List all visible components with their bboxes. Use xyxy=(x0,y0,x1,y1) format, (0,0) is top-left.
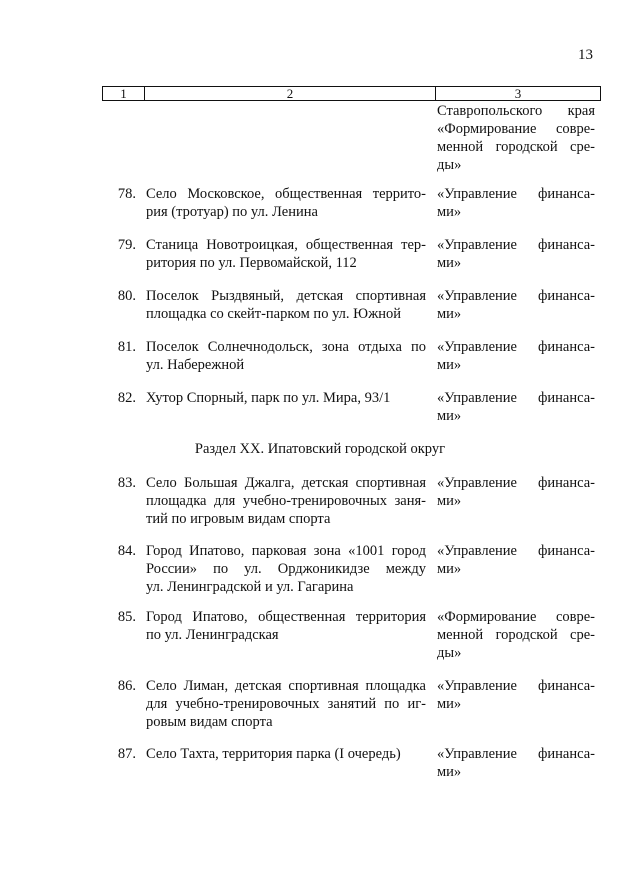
row-location xyxy=(146,185,426,221)
row-program xyxy=(437,185,595,221)
row-number: 83. xyxy=(117,475,136,491)
row-location xyxy=(146,677,426,731)
row-number: 79. xyxy=(117,237,136,253)
cell-line: «Формирование совре- xyxy=(437,609,595,625)
header-col-3: 3 xyxy=(514,86,522,101)
row-program xyxy=(437,677,595,713)
cell-line: ми» xyxy=(437,561,462,577)
cell-line: Поселок Солнечнодольск, зона отдыха по xyxy=(146,339,426,355)
cell-line: Село Большая Джалга, детская спортивная xyxy=(146,475,426,491)
cell-line: «Формирование совре- xyxy=(437,121,595,137)
cell-line: ми» xyxy=(437,306,462,322)
cell-line: России» по ул. Орджоникидзе между xyxy=(146,561,426,577)
cell-line: ми» xyxy=(437,764,462,780)
cell-line: ми» xyxy=(437,493,462,509)
cell-line: Село Лиман, детская спортивная площадка xyxy=(146,678,426,694)
cell-line: ми» xyxy=(437,204,462,220)
header-col-1: 1 xyxy=(103,87,145,100)
row-number: 81. xyxy=(117,339,136,355)
row-program xyxy=(437,338,595,374)
cell-line: ми» xyxy=(437,357,462,373)
row-program xyxy=(437,608,595,662)
cell-line: Ставропольского края xyxy=(437,103,595,119)
cell-line: ми» xyxy=(437,696,462,712)
row-program xyxy=(437,389,595,425)
row-location xyxy=(146,389,426,407)
cell-line: по ул. Ленинградская xyxy=(146,627,279,643)
row-location xyxy=(146,474,426,528)
cell-line: тий по игровым видам спорта xyxy=(146,511,331,527)
row-location xyxy=(146,338,426,374)
page-number: 13 xyxy=(578,47,593,63)
cell-line: «Управление финанса- xyxy=(437,339,595,355)
cell-line: Хутор Спорный, парк по ул. Мира, 93/1 xyxy=(146,390,391,406)
cell-line: «Управление финанса- xyxy=(437,390,595,406)
cell-line: «Управление финанса- xyxy=(437,237,595,253)
row-number: 85. xyxy=(117,609,136,625)
cell-line: ми» xyxy=(437,255,462,271)
cell-line: ды» xyxy=(437,645,462,661)
cell-line: ми» xyxy=(437,408,462,424)
header-col-2: 2 xyxy=(145,87,436,100)
cell-line: для учебно-тренировочных занятий по иг- xyxy=(146,696,426,712)
cell-line: Станица Новотроицкая, общественная тер- xyxy=(146,237,426,253)
continuation-cell xyxy=(437,102,595,174)
row-number: 86. xyxy=(117,678,136,694)
row-program xyxy=(437,745,595,781)
cell-line: рия (тротуар) по ул. Ленина xyxy=(146,204,318,220)
cell-line: Город Ипатово, общественная территория xyxy=(146,609,426,625)
row-number: 87. xyxy=(117,746,136,762)
cell-line: менной городской сре- xyxy=(437,627,595,643)
cell-line: «Управление финанса- xyxy=(437,746,595,762)
row-number: 82. xyxy=(117,390,136,406)
row-number: 78. xyxy=(117,186,136,202)
cell-line: «Управление финанса- xyxy=(437,186,595,202)
table-header xyxy=(102,86,601,101)
cell-line: менной городской сре- xyxy=(437,139,595,155)
cell-line: Город Ипатово, парковая зона «1001 город xyxy=(146,543,426,559)
row-program xyxy=(437,474,595,510)
cell-line: площадка со скейт-парком по ул. Южной xyxy=(146,306,402,322)
row-location xyxy=(146,236,426,272)
row-location xyxy=(146,745,426,763)
cell-line: ды» xyxy=(437,157,462,173)
section-title: Раздел XX. Ипатовский городской округ xyxy=(194,441,446,457)
cell-line: «Управление финанса- xyxy=(437,288,595,304)
row-program xyxy=(437,287,595,323)
row-number: 84. xyxy=(117,543,136,559)
row-location xyxy=(146,608,426,644)
cell-line: «Управление финанса- xyxy=(437,543,595,559)
row-program xyxy=(437,236,595,272)
cell-line: «Управление финанса- xyxy=(437,475,595,491)
row-program xyxy=(437,542,595,578)
cell-line: ритория по ул. Первомайской, 112 xyxy=(146,255,357,271)
cell-line: ул. Набережной xyxy=(146,357,245,373)
row-location xyxy=(146,542,426,596)
cell-line: Село Тахта, территория парка (I очередь) xyxy=(146,746,401,762)
cell-line: площадка для учебно-тренировочных заня- xyxy=(146,493,426,509)
cell-line: «Управление финанса- xyxy=(437,678,595,694)
cell-line: ул. Ленинградской и ул. Гагарина xyxy=(146,579,354,595)
row-location xyxy=(146,287,426,323)
cell-line: Село Московское, общественная террито- xyxy=(146,186,426,202)
row-number: 80. xyxy=(117,288,136,304)
cell-line: ровым видам спорта xyxy=(146,714,273,730)
cell-line: Поселок Рыздвяный, детская спортивная xyxy=(146,288,426,304)
